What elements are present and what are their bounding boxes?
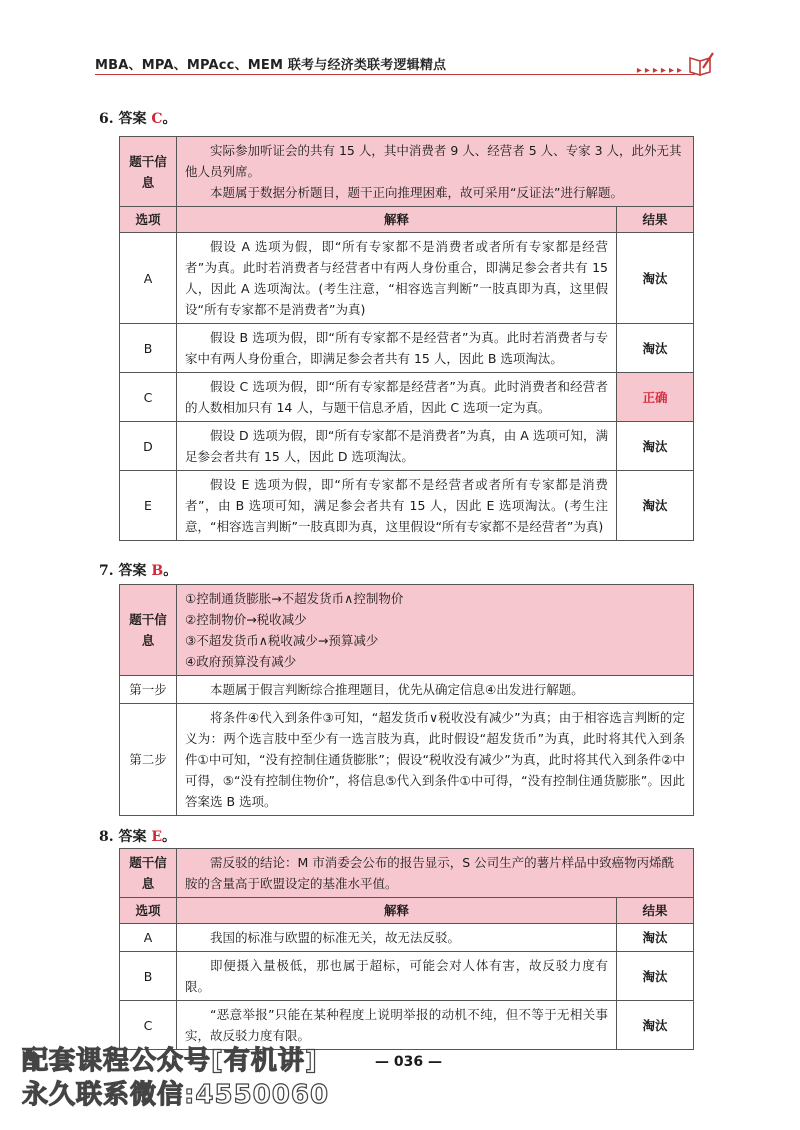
page-number: — 036 —: [375, 1054, 442, 1070]
q6-result-correct: 正确: [617, 373, 694, 422]
header-arrow-dots: ▸▸▸▸▸▸: [636, 65, 685, 76]
q8-explanation: 我国的标准与欧盟的标准无关，故无法反驳。: [177, 924, 617, 952]
q7-stem-row: [120, 585, 694, 676]
q7-step-text: 将条件④代入到条件③可知，“超发货币∨税收没有减少”为真；由于相容选言判断的定义为：两个选言肢中至少有一选言肢为真，此时假设“超发货币”为真，此时将其代入到条件①中可知，“没有控制住通货膨胀”；假设“税收没有减少”为真，此时将其代入到条件②中可得，⑤“没有控制住物价”，将信息⑤代入到条件①中可得，“没有控制住通货膨胀”。因此答案选 B 选项。: [177, 704, 694, 816]
q7-table: [119, 584, 694, 816]
q7-stem-line: ②控制物价→税收减少: [185, 612, 307, 627]
q6-answer-suffix: 。: [162, 111, 177, 127]
q8-answer-prefix: 8. 答案: [99, 829, 147, 845]
q6-col-result: 结果: [617, 207, 694, 233]
q6-option-label: D: [120, 422, 177, 471]
q7-step-label: 第二步: [120, 704, 177, 816]
q7-stem-text: [177, 585, 694, 676]
q8-table: [119, 848, 694, 1050]
q8-stem-row: [120, 849, 694, 898]
header-title: MBA、MPA、MPAcc、MEM 联考与经济类联考逻辑精点: [95, 58, 447, 73]
q8-col-explanation: 解释: [177, 898, 617, 924]
q6-stem-text: [177, 137, 694, 207]
q7-step-1: [120, 676, 694, 704]
q6-result: 淘汰: [617, 471, 694, 541]
q8-result: 淘汰: [617, 1001, 694, 1050]
watermark-line-1: 配套课程公众号[有机讲]: [22, 1046, 318, 1076]
q6-stem-row: [120, 137, 694, 207]
q7-stem-line: ④政府预算没有减少: [185, 654, 297, 669]
q7-answer: [99, 560, 177, 580]
q8-result: 淘汰: [617, 924, 694, 952]
q6-result: 淘汰: [617, 422, 694, 471]
q6-explanation: 假设 B 选项为假，即“所有专家都不是经营者”为真。此时若消费者与专家中有两人身份重合，即满足参会者共有 15 人，因此 B 选项淘汰。: [177, 324, 617, 373]
q6-row-c: [120, 373, 694, 422]
q8-result: 淘汰: [617, 952, 694, 1001]
q8-stem-line: 需反驳的结论：M 市消委会公布的报告显示，S 公司生产的薯片样品中致癌物丙烯酰胺的含量高于欧盟设定的基准水平值。: [185, 855, 675, 891]
q8-option-label: C: [120, 1001, 177, 1050]
q8-explanation: 即便摄入量极低，那也属于超标，可能会对人体有害，故反驳力度有限。: [177, 952, 617, 1001]
header-rule: [95, 74, 695, 75]
q8-answer: [99, 826, 176, 846]
watermark-line-2: 永久联系微信:4550060: [22, 1080, 330, 1110]
q8-stem-label: 题干信息: [120, 849, 177, 898]
q6-answer-prefix: 6. 答案: [99, 111, 147, 127]
q6-stem-line: 实际参加听证会的共有 15 人，其中消费者 9 人、经营者 5 人、专家 3 人，此外无其他人员列席。: [185, 143, 682, 179]
q6-header-row: [120, 207, 694, 233]
q6-option-label: A: [120, 233, 177, 324]
q7-answer-letter: B: [151, 563, 164, 579]
q8-answer-suffix: 。: [162, 829, 177, 845]
q6-option-label: E: [120, 471, 177, 541]
q7-step-text: 本题属于假言判断综合推理题目，优先从确定信息④出发进行解题。: [177, 676, 694, 704]
running-header: [95, 50, 715, 80]
q6-col-explanation: 解释: [177, 207, 617, 233]
q6-explanation: 假设 E 选项为假，即“所有专家都不是经营者或者所有专家都是消费者”，由 B 选项可知，满足参会者共有 15 人，因此 E 选项淘汰。(考生注意，“相容选言判断”一肢真即为真，这里假设“所有专家都不是经营者”为真): [177, 471, 617, 541]
q6-result: 淘汰: [617, 324, 694, 373]
q8-option-label: A: [120, 924, 177, 952]
q8-option-label: B: [120, 952, 177, 1001]
q8-explanation: “恶意举报”只能在某种程度上说明举报的动机不纯，但不等于无相关事实，故反驳力度有限。: [177, 1001, 617, 1050]
q6-row-b: [120, 324, 694, 373]
book-pencil-icon: [687, 50, 715, 78]
q7-answer-suffix: 。: [163, 563, 178, 579]
q8-header-row: [120, 898, 694, 924]
q7-stem-line: ①控制通货膨胀→不超发货币∧控制物价: [185, 591, 404, 606]
q7-stem-label: 题干信息: [120, 585, 177, 676]
q6-explanation: 假设 D 选项为假，即“所有专家都不是消费者”为真，由 A 选项可知，满足参会者共有 15 人，因此 D 选项淘汰。: [177, 422, 617, 471]
q6-row-e: [120, 471, 694, 541]
q7-step-2: [120, 704, 694, 816]
q6-stem-line: 本题属于数据分析题目，题干正向推理困难，故可采用“反证法”进行解题。: [210, 185, 623, 200]
q6-result: 淘汰: [617, 233, 694, 324]
q6-explanation: 假设 C 选项为假，即“所有专家都是经营者”为真。此时消费者和经营者的人数相加只有 14 人，与题干信息矛盾，因此 C 选项一定为真。: [177, 373, 617, 422]
q6-option-label: B: [120, 324, 177, 373]
q6-stem-label: 题干信息: [120, 137, 177, 207]
q8-col-option: 选项: [120, 898, 177, 924]
q7-stem-line: ③不超发货币∧税收减少→预算减少: [185, 633, 379, 648]
q8-answer-letter: E: [151, 829, 163, 845]
q6-explanation: 假设 A 选项为假，即“所有专家都不是消费者或者所有专家都是经营者”为真。此时若消费者与经营者中有两人身份重合，即满足参会者共有 15 人，因此 A 选项淘汰。(考生注意，“相容选言判断”一肢真即为真，这里假设“所有专家都不是消费者”为真): [177, 233, 617, 324]
q6-row-a: [120, 233, 694, 324]
q8-col-result: 结果: [617, 898, 694, 924]
q7-step-label: 第一步: [120, 676, 177, 704]
q6-row-d: [120, 422, 694, 471]
q6-option-label: C: [120, 373, 177, 422]
q6-answer-letter: C: [151, 111, 163, 127]
q8-row-a: [120, 924, 694, 952]
q6-col-option: 选项: [120, 207, 177, 233]
q7-answer-prefix: 7. 答案: [99, 563, 147, 579]
q6-answer: [99, 108, 177, 128]
q8-row-b: [120, 952, 694, 1001]
q6-table: [119, 136, 694, 541]
q8-stem-text: [177, 849, 694, 898]
